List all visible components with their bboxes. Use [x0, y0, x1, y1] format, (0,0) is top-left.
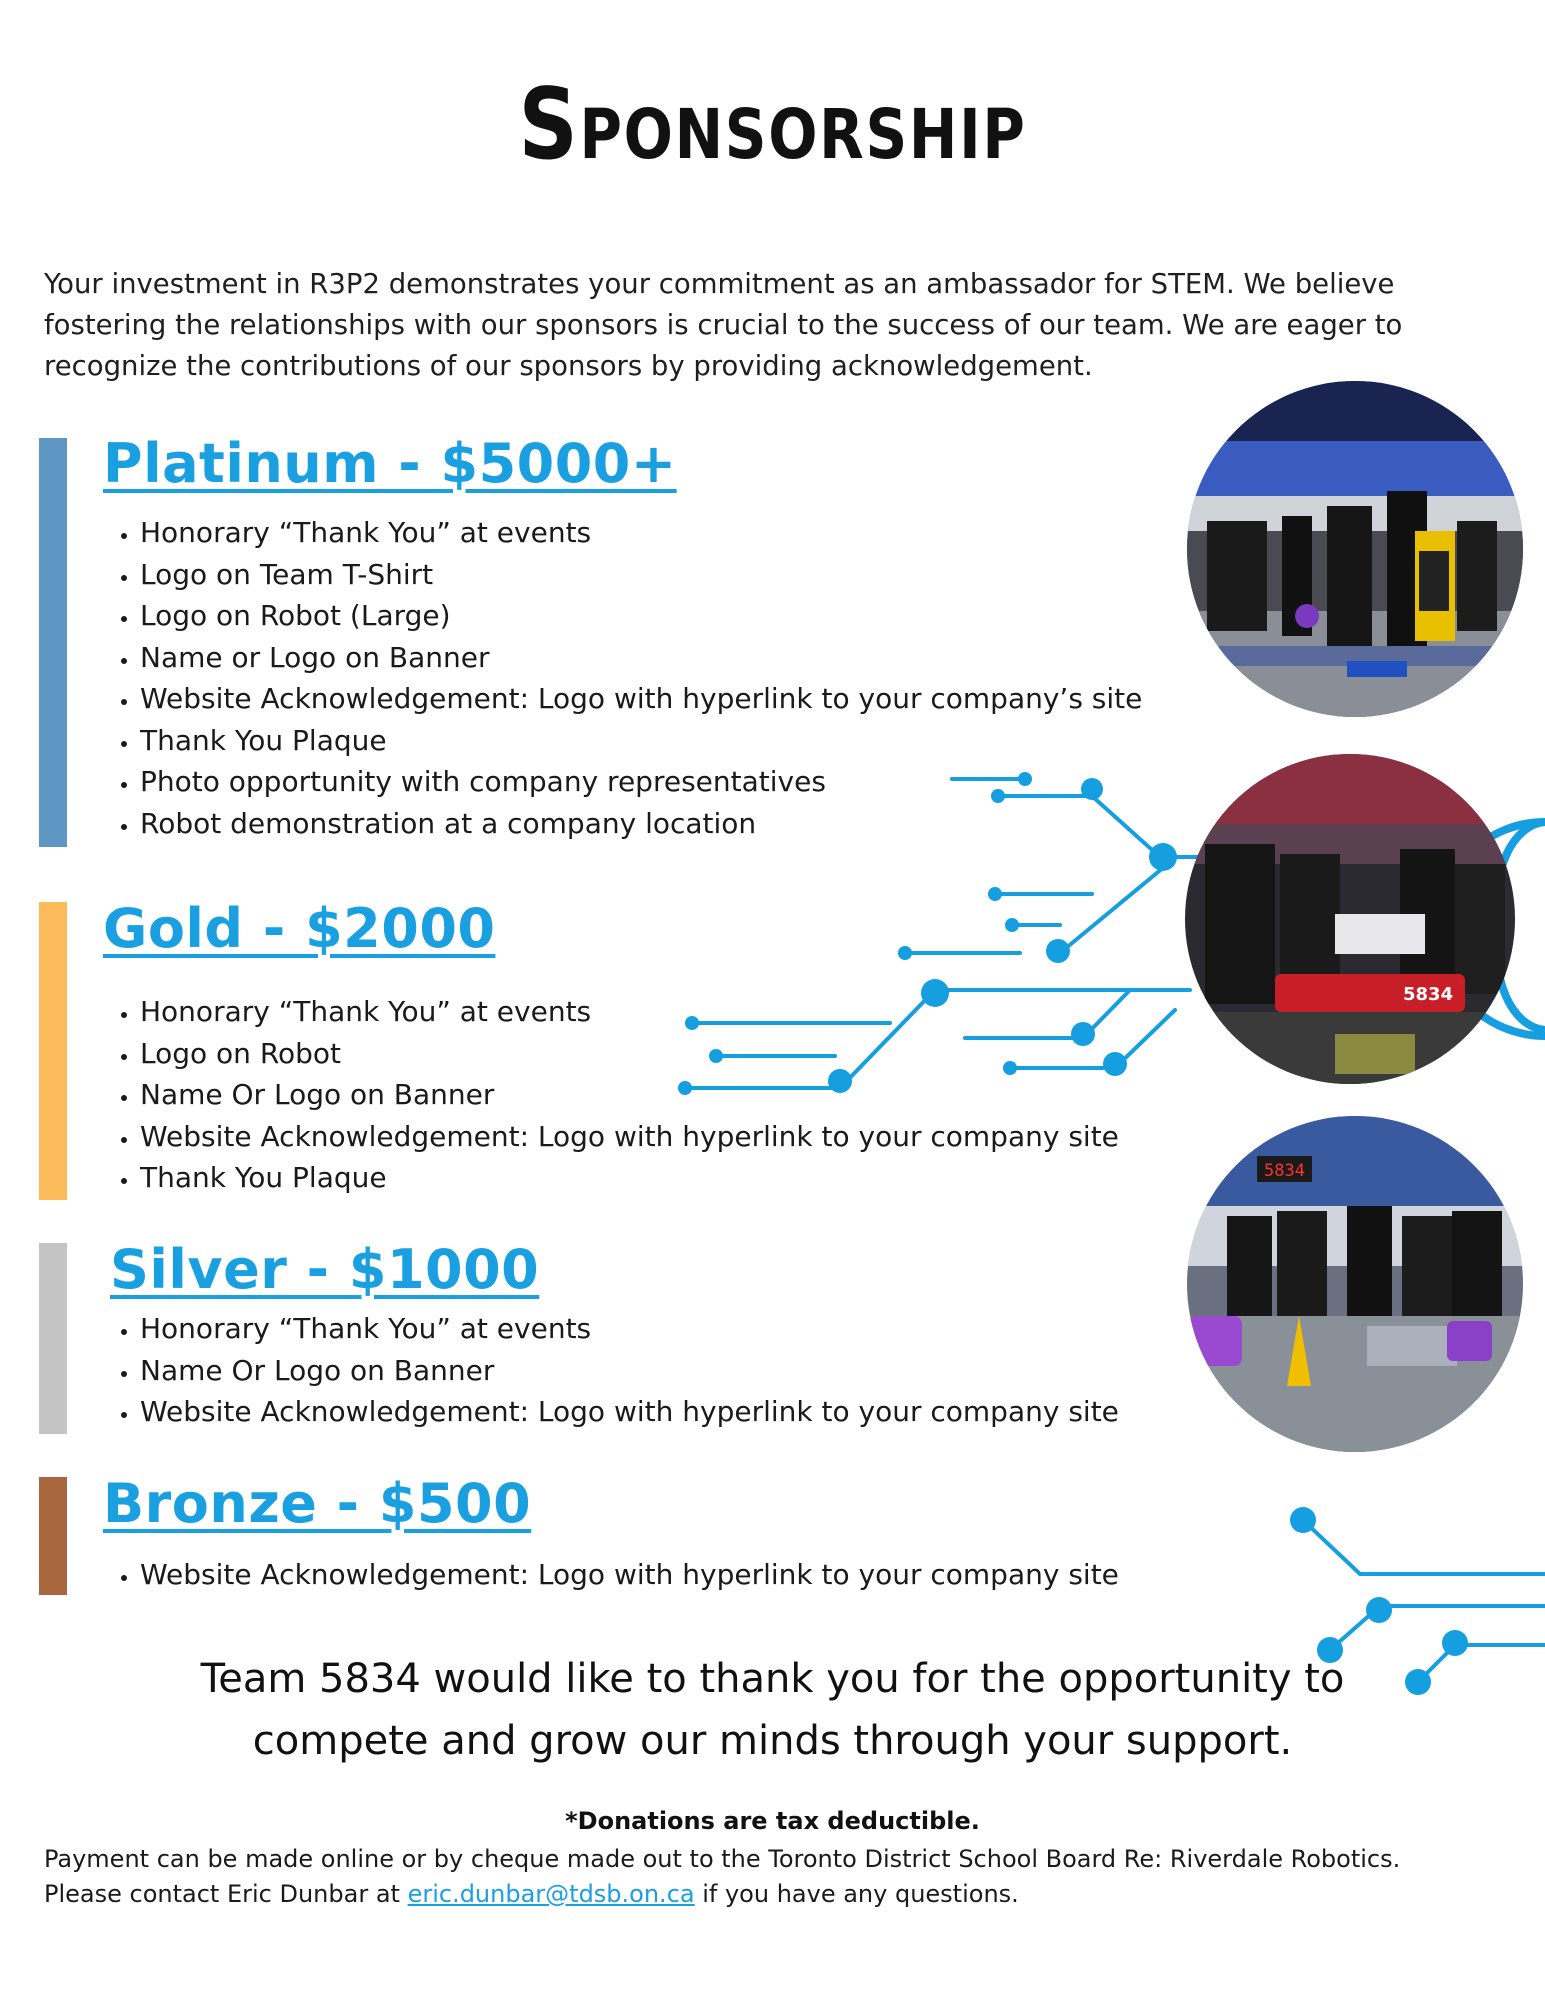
intro-paragraph: Your investment in R3P2 demonstrates your commitment as an ambassador for STEM. We believe fostering the relationships with our sponsors is crucial to the success of our team. We are eager to recognize the contributions of our sponsors by providing acknowledgement. [44, 267, 1403, 382]
platinum-tier-bar [39, 438, 67, 847]
list-item: • Honorary “Thank You” at events [140, 512, 1142, 554]
payment-info [44, 1842, 1514, 1912]
email-link[interactable]: eric.dunbar@tdsb.on.ca [407, 1880, 695, 1908]
list-item: • Website Acknowledgement: Logo with hyperlink to your company site [140, 1391, 1119, 1433]
list-item: • Website Acknowledgement: Logo with hyperlink to your company’s site [140, 678, 1142, 720]
platinum-benefits-list [104, 512, 1142, 844]
bronze-benefits-list [104, 1554, 1119, 1596]
team-photo-robot [1185, 754, 1515, 1084]
list-item: • Name or Logo on Banner [140, 637, 1142, 679]
bronze-tier-bar [39, 1477, 67, 1595]
list-item: • Robot demonstration at a company location [140, 803, 1142, 845]
gold-heading: Gold - $2000 [103, 897, 496, 960]
list-item: • Name Or Logo on Banner [140, 1350, 1119, 1392]
list-item: • Photo opportunity with company representatives [140, 761, 1142, 803]
contact-prefix: Please contact Eric Dunbar at [44, 1880, 408, 1908]
list-item: • Honorary “Thank You” at events [140, 991, 1119, 1033]
list-item: • Logo on Robot [140, 1033, 1119, 1075]
silver-benefits-list [104, 1308, 1119, 1433]
scoreboard-number: 5834 [1264, 1161, 1305, 1181]
gold-benefits-list [104, 991, 1119, 1199]
donations-note: *Donations are tax deductible. [565, 1807, 980, 1835]
team-photo-arena [1187, 381, 1523, 717]
payment-line: Payment can be made online or by cheque made out to the Toronto District School Board Re: Riverdale Robotics. [44, 1845, 1401, 1873]
bronze-heading: Bronze - $500 [103, 1472, 532, 1535]
silver-tier-bar [39, 1243, 67, 1434]
list-item: • Honorary “Thank You” at events [140, 1308, 1119, 1350]
gold-tier-bar [39, 902, 67, 1200]
thank-you-message: Team 5834 would like to thank you for the opportunity to compete and grow our minds through your support. [200, 1656, 1345, 1764]
page-title: Sponsorship [518, 68, 1027, 182]
list-item: • Thank You Plaque [140, 720, 1142, 762]
list-item: • Name Or Logo on Banner [140, 1074, 1119, 1116]
contact-line [44, 1877, 1514, 1912]
platinum-heading: Platinum - $5000+ [103, 432, 677, 495]
list-item: • Website Acknowledgement: Logo with hyperlink to your company site [140, 1554, 1119, 1596]
list-item: • Logo on Team T-Shirt [140, 554, 1142, 596]
list-item: • Website Acknowledgement: Logo with hyperlink to your company site [140, 1116, 1119, 1158]
contact-suffix: if you have any questions. [694, 1880, 1019, 1908]
silver-heading: Silver - $1000 [110, 1238, 540, 1301]
list-item: • Thank You Plaque [140, 1157, 1119, 1199]
photo-robot-number: 5834 [1403, 984, 1454, 1005]
list-item: • Logo on Robot (Large) [140, 595, 1142, 637]
team-photo-field [1187, 1116, 1523, 1452]
